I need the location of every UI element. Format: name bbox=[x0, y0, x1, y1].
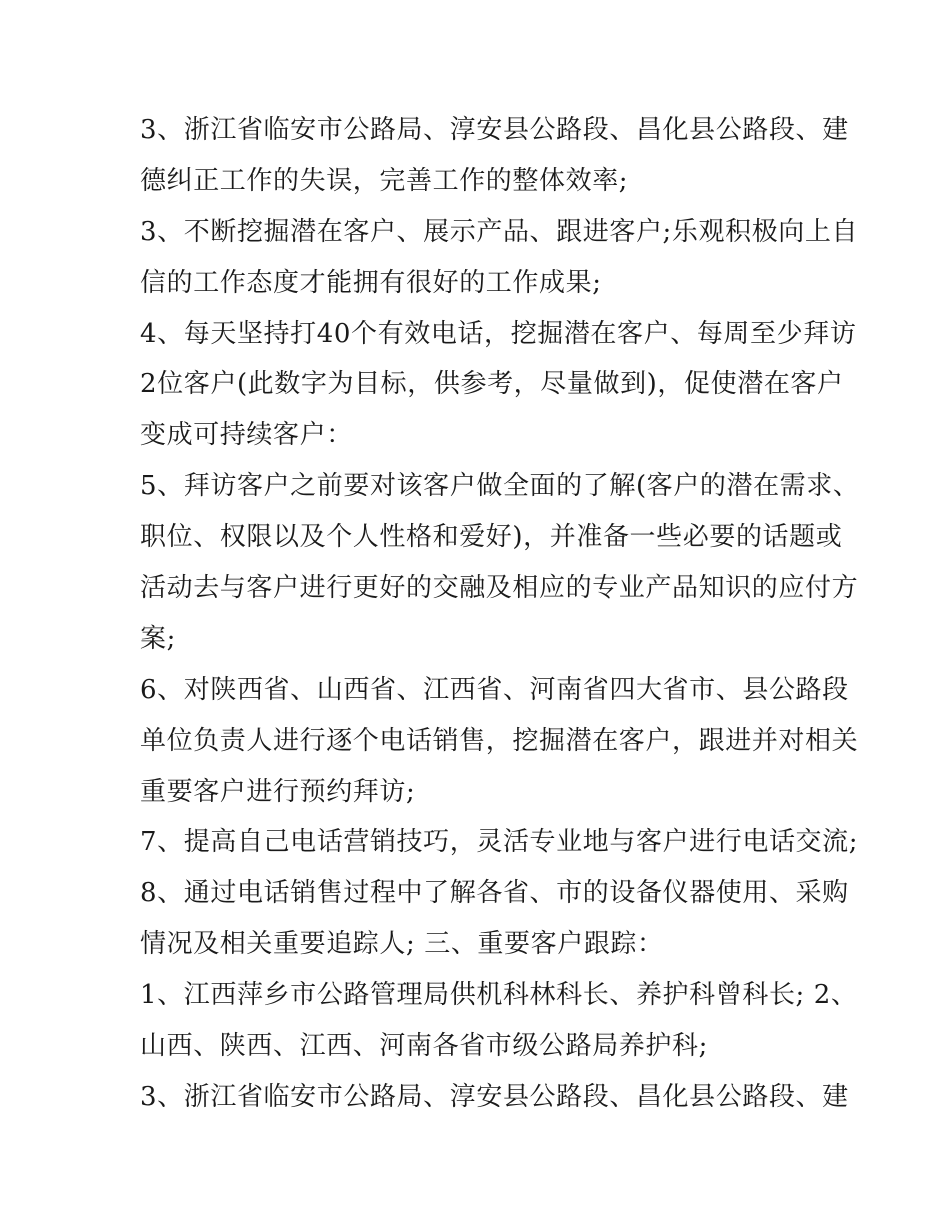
text-line: 2位客户(此数字为目标，供参考，尽量做到)，促使潜在客户 bbox=[140, 369, 844, 400]
text-line: 7、提高自己电话营销技巧，灵活专业地与客户进行电话交流; bbox=[140, 827, 859, 858]
text-line: 职位、权限以及个人性格和爱好)，并准备一些必要的话题或 bbox=[140, 522, 843, 553]
text-line: 情况及相关重要追踪人; 三、重要客户跟踪： bbox=[140, 929, 664, 960]
text-line: 活动去与客户进行更好的交融及相应的专业产品知识的应付方 bbox=[140, 573, 859, 604]
text-line: 4、每天坚持打40个有效电话，挖掘潜在客户、每周至少拜访 bbox=[140, 318, 857, 349]
text-line: 6、对陕西省、山西省、江西省、河南省四大省市、县公路段 bbox=[140, 674, 849, 705]
text-line: 信的工作态度才能拥有很好的工作成果; bbox=[140, 267, 602, 298]
text-line: 单位负责人进行逐个电话销售，挖掘潜在客户，跟进并对相关 bbox=[140, 725, 859, 756]
text-line: 变成可持续客户： bbox=[140, 420, 353, 451]
text-line: 德纠正工作的失误，完善工作的整体效率; bbox=[140, 165, 629, 196]
document-body bbox=[140, 112, 860, 1130]
text-line: 3、不断挖掘潜在客户、展示产品、跟进客户;乐观积极向上自 bbox=[140, 216, 859, 247]
text-line: 3、浙江省临安市公路局、淳安县公路段、昌化县公路段、建 bbox=[140, 1081, 849, 1112]
text-line: 山西、陕西、江西、河南各省市级公路局养护科; bbox=[140, 1031, 708, 1062]
text-line: 案; bbox=[140, 623, 176, 654]
text-line: 5、拜访客户之前要对该客户做全面的了解(客户的潜在需求、 bbox=[140, 471, 860, 502]
text-line: 3、浙江省临安市公路局、淳安县公路段、昌化县公路段、建 bbox=[140, 115, 849, 145]
text-line: 重要客户进行预约拜访; bbox=[140, 776, 416, 807]
text-line: 1、江西萍乡市公路管理局供机科林科长、养护科曾科长; 2、 bbox=[140, 980, 858, 1011]
text-line: 8、通过电话销售过程中了解各省、市的设备仪器使用、采购 bbox=[140, 878, 849, 909]
